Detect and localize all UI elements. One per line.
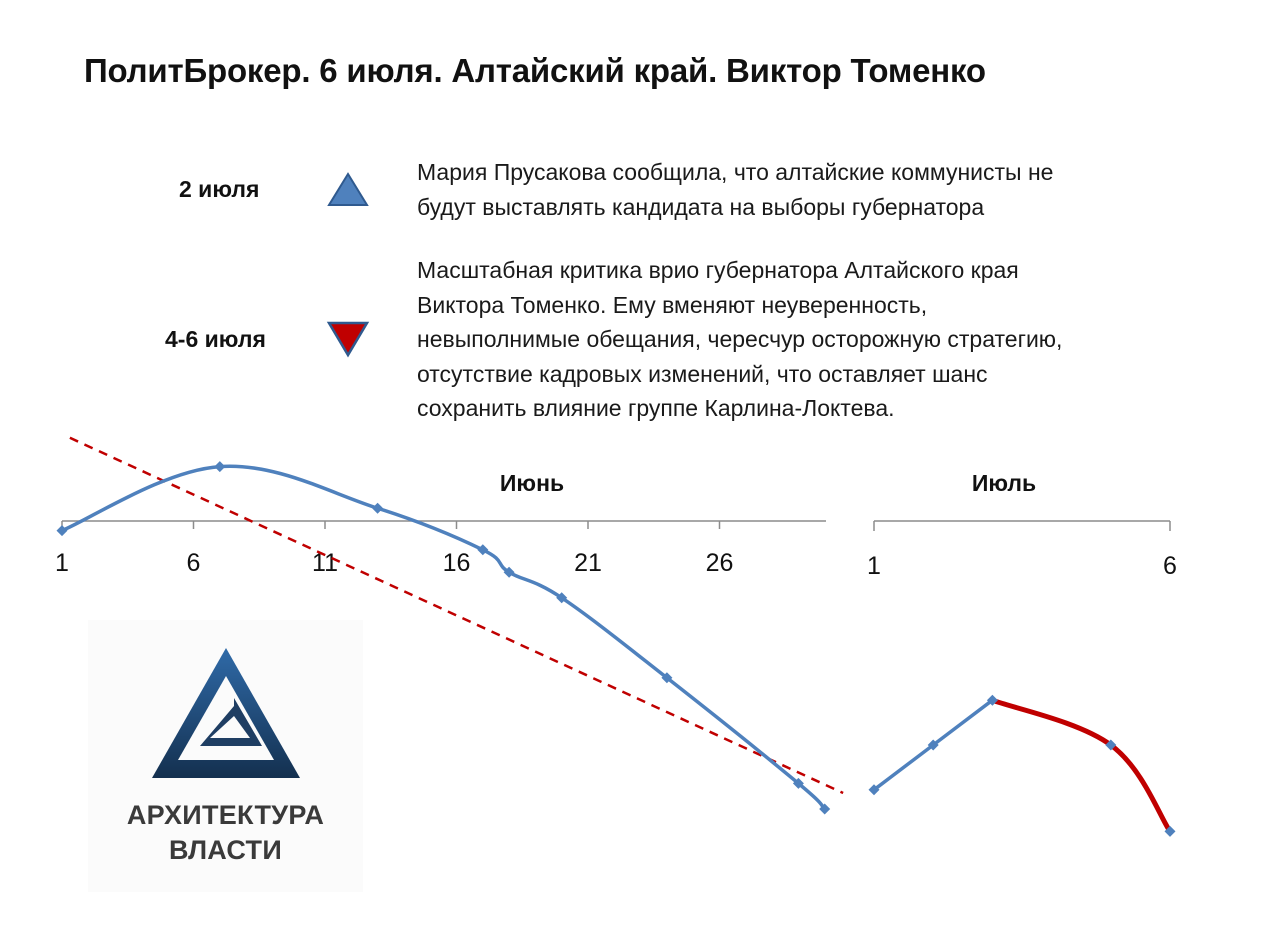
trend-line [70,438,843,793]
logo-line-1: АРХИТЕКТУРА [126,800,325,830]
june-tick-label: 6 [186,549,201,577]
june-series-line [62,466,825,809]
legend-date-1: 2 июля [179,176,260,202]
june-tick-label: 26 [705,549,734,577]
june-tick-label: 16 [442,549,471,577]
logo-line-2: ВЛАСТИ [168,835,283,865]
legend-text-1: Мария Прусакова сообщила, что алтайские коммунисты не будут выставлять кандидата на выборы губернатора [417,159,1054,220]
june-tick-label: 21 [574,549,602,577]
june-point [57,525,68,536]
june-point [372,503,383,514]
legend-date-2: 4-6 июля [165,326,266,352]
page-title: ПолитБрокер. 6 июля. Алтайский край. Виктор Томенко [84,52,986,89]
july-series-line-red [992,700,1170,831]
june-tick-label: 1 [55,549,69,577]
june-axis-title: Июнь [499,470,565,496]
legend-text-2: Масштабная критика врио губернатора Алтайского края Виктора Томенко. Ему вменяют неуверенность, невыполнимые обещания, чересчур осторожную стратегию, отсутствие кадровых изменений, что оставляет шанс сохранить влияние группе Карлина-Локтева. [417,257,1063,421]
july-axis-title: Июль [971,470,1037,496]
june-tick-label: 11 [312,549,338,577]
july-tick-label: 6 [1163,552,1177,580]
june-point [214,461,225,472]
july-tick-label: 1 [867,552,881,580]
